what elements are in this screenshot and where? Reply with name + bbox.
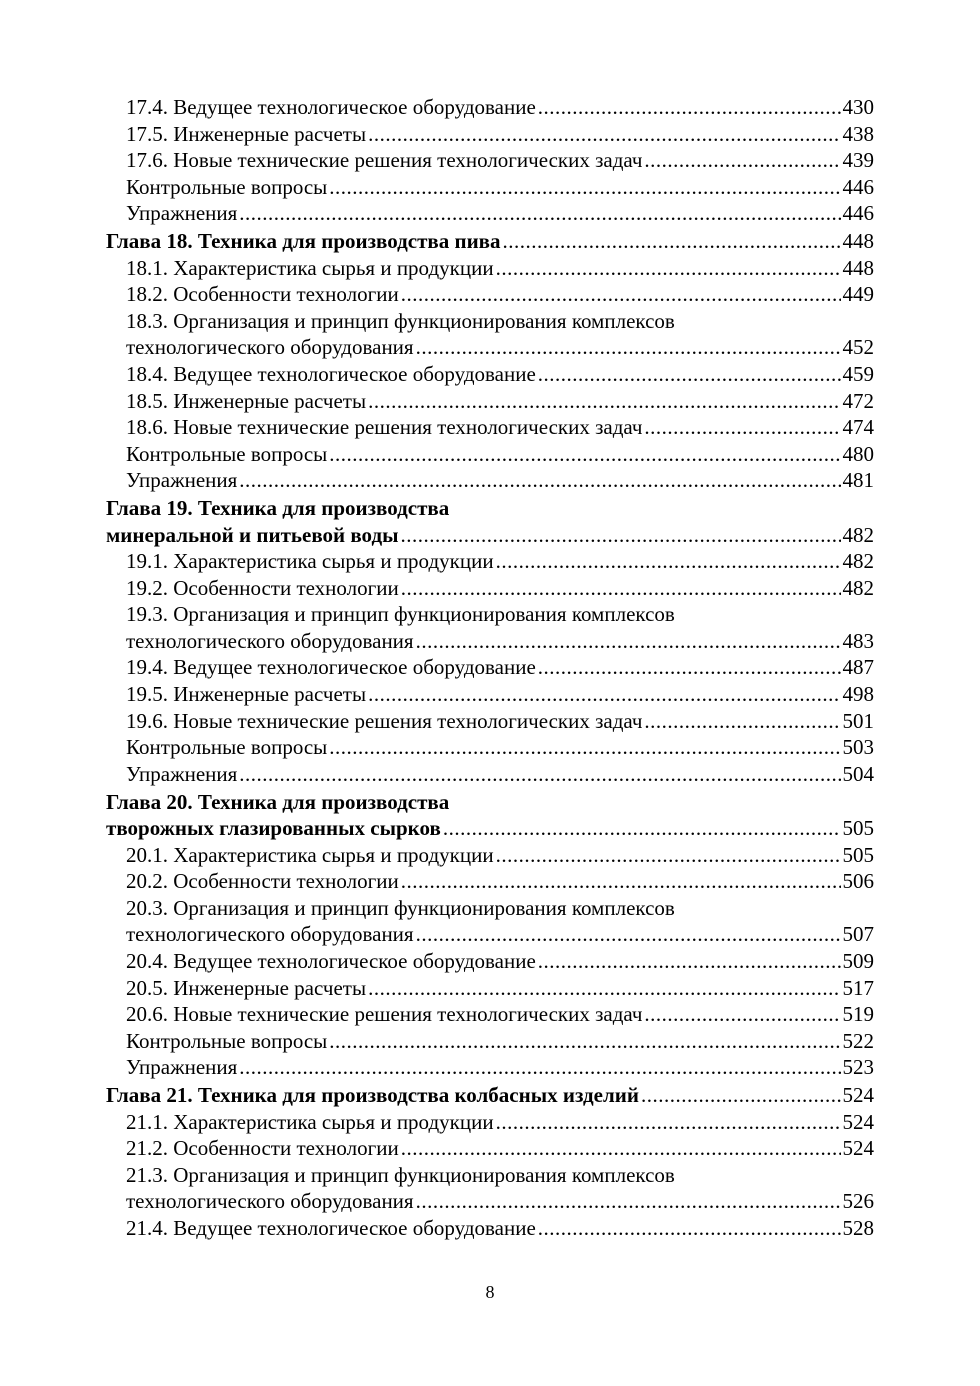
toc-entry-title: технологического оборудования: [126, 922, 414, 947]
toc-leader-dots: [641, 1082, 841, 1109]
toc-entry-title: минеральной и питьевой воды: [106, 522, 399, 547]
toc-entry: [106, 1215, 874, 1242]
toc-entry-page: 448: [842, 229, 874, 254]
toc-entry: [106, 948, 874, 975]
toc-leader-dots: [239, 1054, 840, 1081]
toc-entry-page: 448: [842, 255, 874, 280]
toc-entry-title: Контрольные вопросы: [126, 1028, 328, 1053]
toc-leader-dots: [239, 467, 840, 494]
toc-leader-dots: [368, 388, 840, 415]
toc-entry-title: 19.4. Ведущее технологическое оборудование: [126, 655, 536, 680]
toc-entry-title: 19.6. Новые технические решения технологических задач: [126, 708, 643, 733]
toc-chapter-entry: [106, 522, 874, 549]
toc-entry-title: Контрольные вопросы: [126, 174, 328, 199]
toc-entry: [106, 388, 874, 415]
toc-entry: [106, 681, 874, 708]
toc-entry-title: Глава 20. Техника для производства: [106, 789, 450, 814]
toc-entry-page: 480: [842, 441, 874, 466]
toc-entry-page: 439: [842, 148, 874, 173]
toc-entry-page: 449: [842, 282, 874, 307]
toc-entry: [106, 1054, 874, 1081]
toc-entry-title: 18.2. Особенности технологии: [126, 282, 399, 307]
toc-entry-page: 524: [842, 1109, 874, 1134]
toc-entry-title: 18.1. Характеристика сырья и продукции: [126, 255, 494, 280]
toc-entry-page: 506: [842, 869, 874, 894]
toc-entry-title: Контрольные вопросы: [126, 441, 328, 466]
toc-entry: [106, 575, 874, 602]
toc-entry: [106, 1001, 874, 1028]
toc-entry: [106, 734, 874, 761]
toc-entry: [106, 1188, 874, 1215]
toc-entry-title: 20.5. Инженерные расчеты: [126, 975, 367, 1000]
toc-entry: [106, 147, 874, 174]
toc-entry-page: 459: [842, 361, 874, 386]
toc-leader-dots: [538, 361, 841, 388]
toc-entry: [106, 895, 874, 922]
toc-leader-dots: [401, 868, 841, 895]
toc-entry: [106, 1135, 874, 1162]
toc-leader-dots: [538, 948, 841, 975]
toc-entry-page: 482: [842, 522, 874, 547]
toc-entry-page: 505: [842, 816, 874, 841]
toc-entry-title: 17.5. Инженерные расчеты: [126, 121, 367, 146]
toc-leader-dots: [239, 200, 840, 227]
toc-entry-title: 20.1. Характеристика сырья и продукции: [126, 842, 494, 867]
toc-entry: [106, 174, 874, 201]
toc-entry-title: 20.3. Организация и принцип функционирования комплексов: [126, 895, 675, 920]
toc-entry-title: Глава 19. Техника для производства: [106, 496, 450, 521]
toc-entry: [106, 1162, 874, 1189]
toc-chapter-entry: [106, 1082, 874, 1109]
toc-leader-dots: [443, 815, 841, 842]
toc-entry-page: 481: [842, 468, 874, 493]
toc-entry-page: 446: [842, 201, 874, 226]
toc-entry-page: 438: [842, 121, 874, 146]
toc-leader-dots: [496, 1109, 841, 1136]
toc-entry-title: Упражнения: [126, 1055, 238, 1080]
toc-entry-title: 18.4. Ведущее технологическое оборудование: [126, 361, 536, 386]
toc-entry-page: 505: [842, 842, 874, 867]
toc-entry-title: 18.5. Инженерные расчеты: [126, 388, 367, 413]
toc-entry-title: 21.3. Организация и принцип функционирования комплексов: [126, 1162, 675, 1187]
toc-entry-page: 507: [842, 922, 874, 947]
toc-entry: [106, 361, 874, 388]
toc-entry-page: 501: [842, 708, 874, 733]
toc-entry-page: 472: [842, 388, 874, 413]
toc-entry: [106, 121, 874, 148]
toc-entry-title: 21.2. Особенности технологии: [126, 1136, 399, 1161]
toc-entry-page: 504: [842, 761, 874, 786]
toc-chapter-entry: [106, 815, 874, 842]
toc-leader-dots: [329, 441, 840, 468]
toc-leader-dots: [644, 1001, 840, 1028]
toc-entry-title: Глава 18. Техника для производства пива: [106, 229, 501, 254]
toc-entry-title: 19.5. Инженерные расчеты: [126, 682, 367, 707]
toc-entry: [106, 255, 874, 282]
toc-entry-page: 524: [842, 1136, 874, 1161]
toc-entry-page: 482: [842, 575, 874, 600]
toc-leader-dots: [496, 842, 841, 869]
toc-entry: [106, 441, 874, 468]
toc-leader-dots: [496, 548, 841, 575]
toc-leader-dots: [368, 121, 840, 148]
toc-leader-dots: [538, 94, 841, 121]
toc-entry-title: 20.4. Ведущее технологическое оборудование: [126, 949, 536, 973]
toc-entry: [106, 708, 874, 735]
toc-leader-dots: [368, 975, 840, 1002]
toc-leader-dots: [400, 522, 840, 549]
toc-entry-page: 487: [842, 655, 874, 680]
toc-entry: [106, 921, 874, 948]
toc-entry-page: 519: [842, 1002, 874, 1027]
toc-leader-dots: [416, 921, 841, 948]
toc-entry: [106, 654, 874, 681]
toc-leader-dots: [416, 334, 841, 361]
toc-entry-page: 517: [842, 975, 874, 1000]
toc-entry-title: 19.3. Организация и принцип функционирования комплексов: [126, 602, 675, 627]
toc-leader-dots: [538, 1215, 841, 1242]
toc-entry-title: Контрольные вопросы: [126, 735, 328, 760]
toc-entry-page: 474: [842, 415, 874, 440]
toc-entry: [106, 1028, 874, 1055]
toc-entry-title: 18.6. Новые технические решения технологических задач: [126, 415, 643, 440]
toc-entry-title: 21.4. Ведущее технологическое оборудование: [126, 1215, 536, 1240]
toc-entry: [106, 975, 874, 1002]
toc-leader-dots: [644, 414, 840, 441]
toc-entry: [106, 334, 874, 361]
toc-entry-title: 19.1. Характеристика сырья и продукции: [126, 549, 494, 574]
toc-entry-page: 522: [842, 1028, 874, 1053]
toc-entry: [106, 281, 874, 308]
toc-leader-dots: [329, 734, 840, 761]
toc-leader-dots: [239, 761, 840, 788]
toc-leader-dots: [329, 1028, 840, 1055]
toc-entry-page: 483: [842, 628, 874, 653]
toc-entry-page: 526: [842, 1189, 874, 1214]
toc-entry-title: 19.2. Особенности технологии: [126, 575, 399, 600]
toc-entry: [106, 761, 874, 788]
table-of-contents: [106, 94, 874, 1242]
toc-entry: [106, 548, 874, 575]
toc-leader-dots: [416, 1188, 841, 1215]
toc-leader-dots: [401, 575, 841, 602]
toc-entry-page: 452: [842, 335, 874, 360]
toc-leader-dots: [401, 1135, 841, 1162]
toc-leader-dots: [368, 681, 840, 708]
toc-entry: [106, 842, 874, 869]
toc-entry: [106, 628, 874, 655]
toc-entry-page: 528: [842, 1215, 874, 1240]
toc-entry-page: 523: [842, 1055, 874, 1080]
toc-leader-dots: [416, 628, 841, 655]
toc-leader-dots: [503, 228, 841, 255]
toc-entry-title: технологического оборудования: [126, 628, 414, 653]
page-number: 8: [485, 1282, 495, 1302]
toc-entry: [106, 308, 874, 335]
toc-entry-title: Упражнения: [126, 201, 238, 226]
toc-entry-title: 21.1. Характеристика сырья и продукции: [126, 1109, 494, 1134]
toc-entry-page: 430: [842, 95, 874, 119]
toc-entry-title: творожных глазированных сырков: [106, 816, 441, 841]
toc-entry-page: 446: [842, 174, 874, 199]
toc-entry-title: 20.6. Новые технические решения технологических задач: [126, 1002, 643, 1027]
toc-entry-title: Упражнения: [126, 468, 238, 493]
toc-chapter-entry: [106, 789, 874, 816]
toc-leader-dots: [644, 708, 840, 735]
toc-leader-dots: [496, 255, 841, 282]
toc-entry-title: Глава 21. Техника для производства колбасных изделий: [106, 1083, 639, 1108]
toc-entry: [106, 94, 874, 121]
toc-entry-title: технологического оборудования: [126, 335, 414, 360]
toc-leader-dots: [644, 147, 840, 174]
toc-entry-title: 17.4. Ведущее технологическое оборудование: [126, 95, 536, 119]
toc-entry-page: 498: [842, 682, 874, 707]
toc-entry-title: технологического оборудования: [126, 1189, 414, 1214]
toc-leader-dots: [538, 654, 841, 681]
toc-leader-dots: [329, 174, 840, 201]
toc-entry: [106, 868, 874, 895]
toc-entry: [106, 1109, 874, 1136]
toc-entry: [106, 414, 874, 441]
toc-entry-title: 17.6. Новые технические решения технологических задач: [126, 148, 643, 173]
toc-entry-page: 524: [842, 1083, 874, 1108]
toc-entry-page: 482: [842, 549, 874, 574]
toc-entry-title: Упражнения: [126, 761, 238, 786]
toc-chapter-entry: [106, 228, 874, 255]
toc-chapter-entry: [106, 495, 874, 522]
toc-entry-title: 18.3. Организация и принцип функционирования комплексов: [126, 308, 675, 333]
toc-entry: [106, 601, 874, 628]
toc-entry: [106, 467, 874, 494]
toc-entry-title: 20.2. Особенности технологии: [126, 869, 399, 894]
toc-entry-page: 503: [842, 735, 874, 760]
toc-entry: [106, 200, 874, 227]
toc-leader-dots: [401, 281, 841, 308]
toc-entry-page: 509: [842, 949, 874, 973]
